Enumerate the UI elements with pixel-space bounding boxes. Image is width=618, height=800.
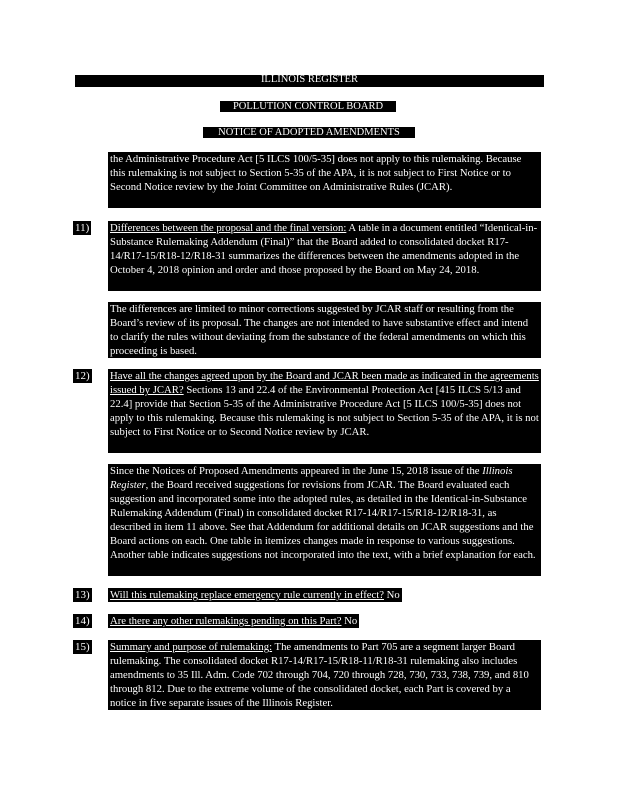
- item-12-number: 12): [75, 370, 90, 382]
- item-15-paragraph: [108, 640, 541, 710]
- notice-title: NOTICE OF ADOPTED AMENDMENTS: [203, 127, 415, 138]
- item-13-number: 13): [75, 589, 90, 601]
- intro-paragraph: [108, 152, 541, 208]
- item-11-paragraph: [108, 221, 541, 291]
- item-12-para2-a: Since the Notices of Proposed Amendments appeared in the June 15, 2018 issue of the: [110, 465, 483, 477]
- item-14-question: Are there any other rulemakings pending on this Part?: [110, 615, 342, 627]
- item-15-question: Summary and purpose of rulemaking:: [110, 641, 273, 653]
- item-11-para2: The differences are limited to minor corrections suggested by JCAR staff or resulting from the Board’s review of its proposal. The changes are not intended to have substantive effect and intend to clarify the rules without deviating from the substance of the federal amendments on which this proceeding is based.: [110, 303, 529, 357]
- item-11-question: Differences between the proposal and the final version:: [110, 222, 347, 234]
- item-13-question: Will this rulemaking replace emergency rule currently in effect?: [110, 589, 384, 601]
- item-13-line: [108, 588, 402, 602]
- register-title: ILLINOIS REGISTER: [260, 74, 359, 85]
- item-12-para2-italic: Illinois Register: [110, 465, 513, 491]
- item-15-answer: The amendments to Part 705 are a segment larger Board rulemaking. The consolidated docket R17-14/R17-15/R18-11/R18-31 rulemaking also includes amendments to 35 Ill. Adm. Code 702 through 704, 720 through 728, 730, 733, 738, 739, and 810 through 812. Due to the extreme volume of the consolidated docket, each Part is covered by a notice in five separate issues of the Illinois Register.: [110, 641, 529, 709]
- item-11-number: 11): [75, 222, 90, 234]
- item-12-question: Have all the changes agreed upon by the Board and JCAR been made as indicated in the agreements issued by JCAR?: [110, 370, 539, 396]
- item-11-paragraph-2: [108, 302, 541, 358]
- item-14-answer: No: [341, 615, 358, 627]
- item-12-paragraph-2: [108, 464, 541, 576]
- item-15-number: 15): [75, 641, 90, 653]
- item-11-answer: A table in a document entitled “Identical-in-Substance Rulemaking Addendum (Final)” that the Board added to consolidated docket R17-14/R17-15/R18-12/R18-31 summarizes the differences between the amendments adopted in the October 4, 2018 opinion and order and those proposed by the Board on May 24, 2018.: [110, 222, 538, 276]
- item-13-answer: No: [383, 589, 400, 601]
- board-title: POLLUTION CONTROL BOARD: [220, 101, 396, 112]
- intro-text: the Administrative Procedure Act [5 ILCS 100/5-35] does not apply to this rulemaking. Because this rulemaking is not subject to Section 5-35 of the APA, it is not subject to First Notice or to Second Notice review by the Joint Committee on Administrative Rules (JCAR).: [110, 153, 522, 193]
- item-12-para2-b: , the Board received suggestions for revisions from JCAR. The Board evaluated each suggestion and incorporated some into the adopted rules, as detailed in the Identical-in-Substance Rulemaking Addendum (Final) in consolidated docket R17-14/R17-15/R18-12/R18-31, as described in item 11 above. See that Addendum for additional details on JCAR suggestions and the Board actions on each. One table in itemizes changes made in response to various suggestions. Another table indicates suggestions not incorporated into the text, with a brief explanation for each.: [110, 479, 536, 561]
- item-12-paragraph: [108, 369, 541, 453]
- item-14-line: [108, 614, 359, 628]
- item-12-answer: Sections 13 and 22.4 of the Environmental Protection Act [415 ILCS 5/13 and 22.4] provide that Section 5-35 of the Administrative Procedure Act [5 ILCS 100/5-35] does not apply to this rulemaking. Because this rulemaking is not subject to Section 5-35 of the APA, it is not subject to First Notice or to Second Notice review by JCAR.: [110, 384, 539, 438]
- item-14-number: 14): [75, 615, 90, 627]
